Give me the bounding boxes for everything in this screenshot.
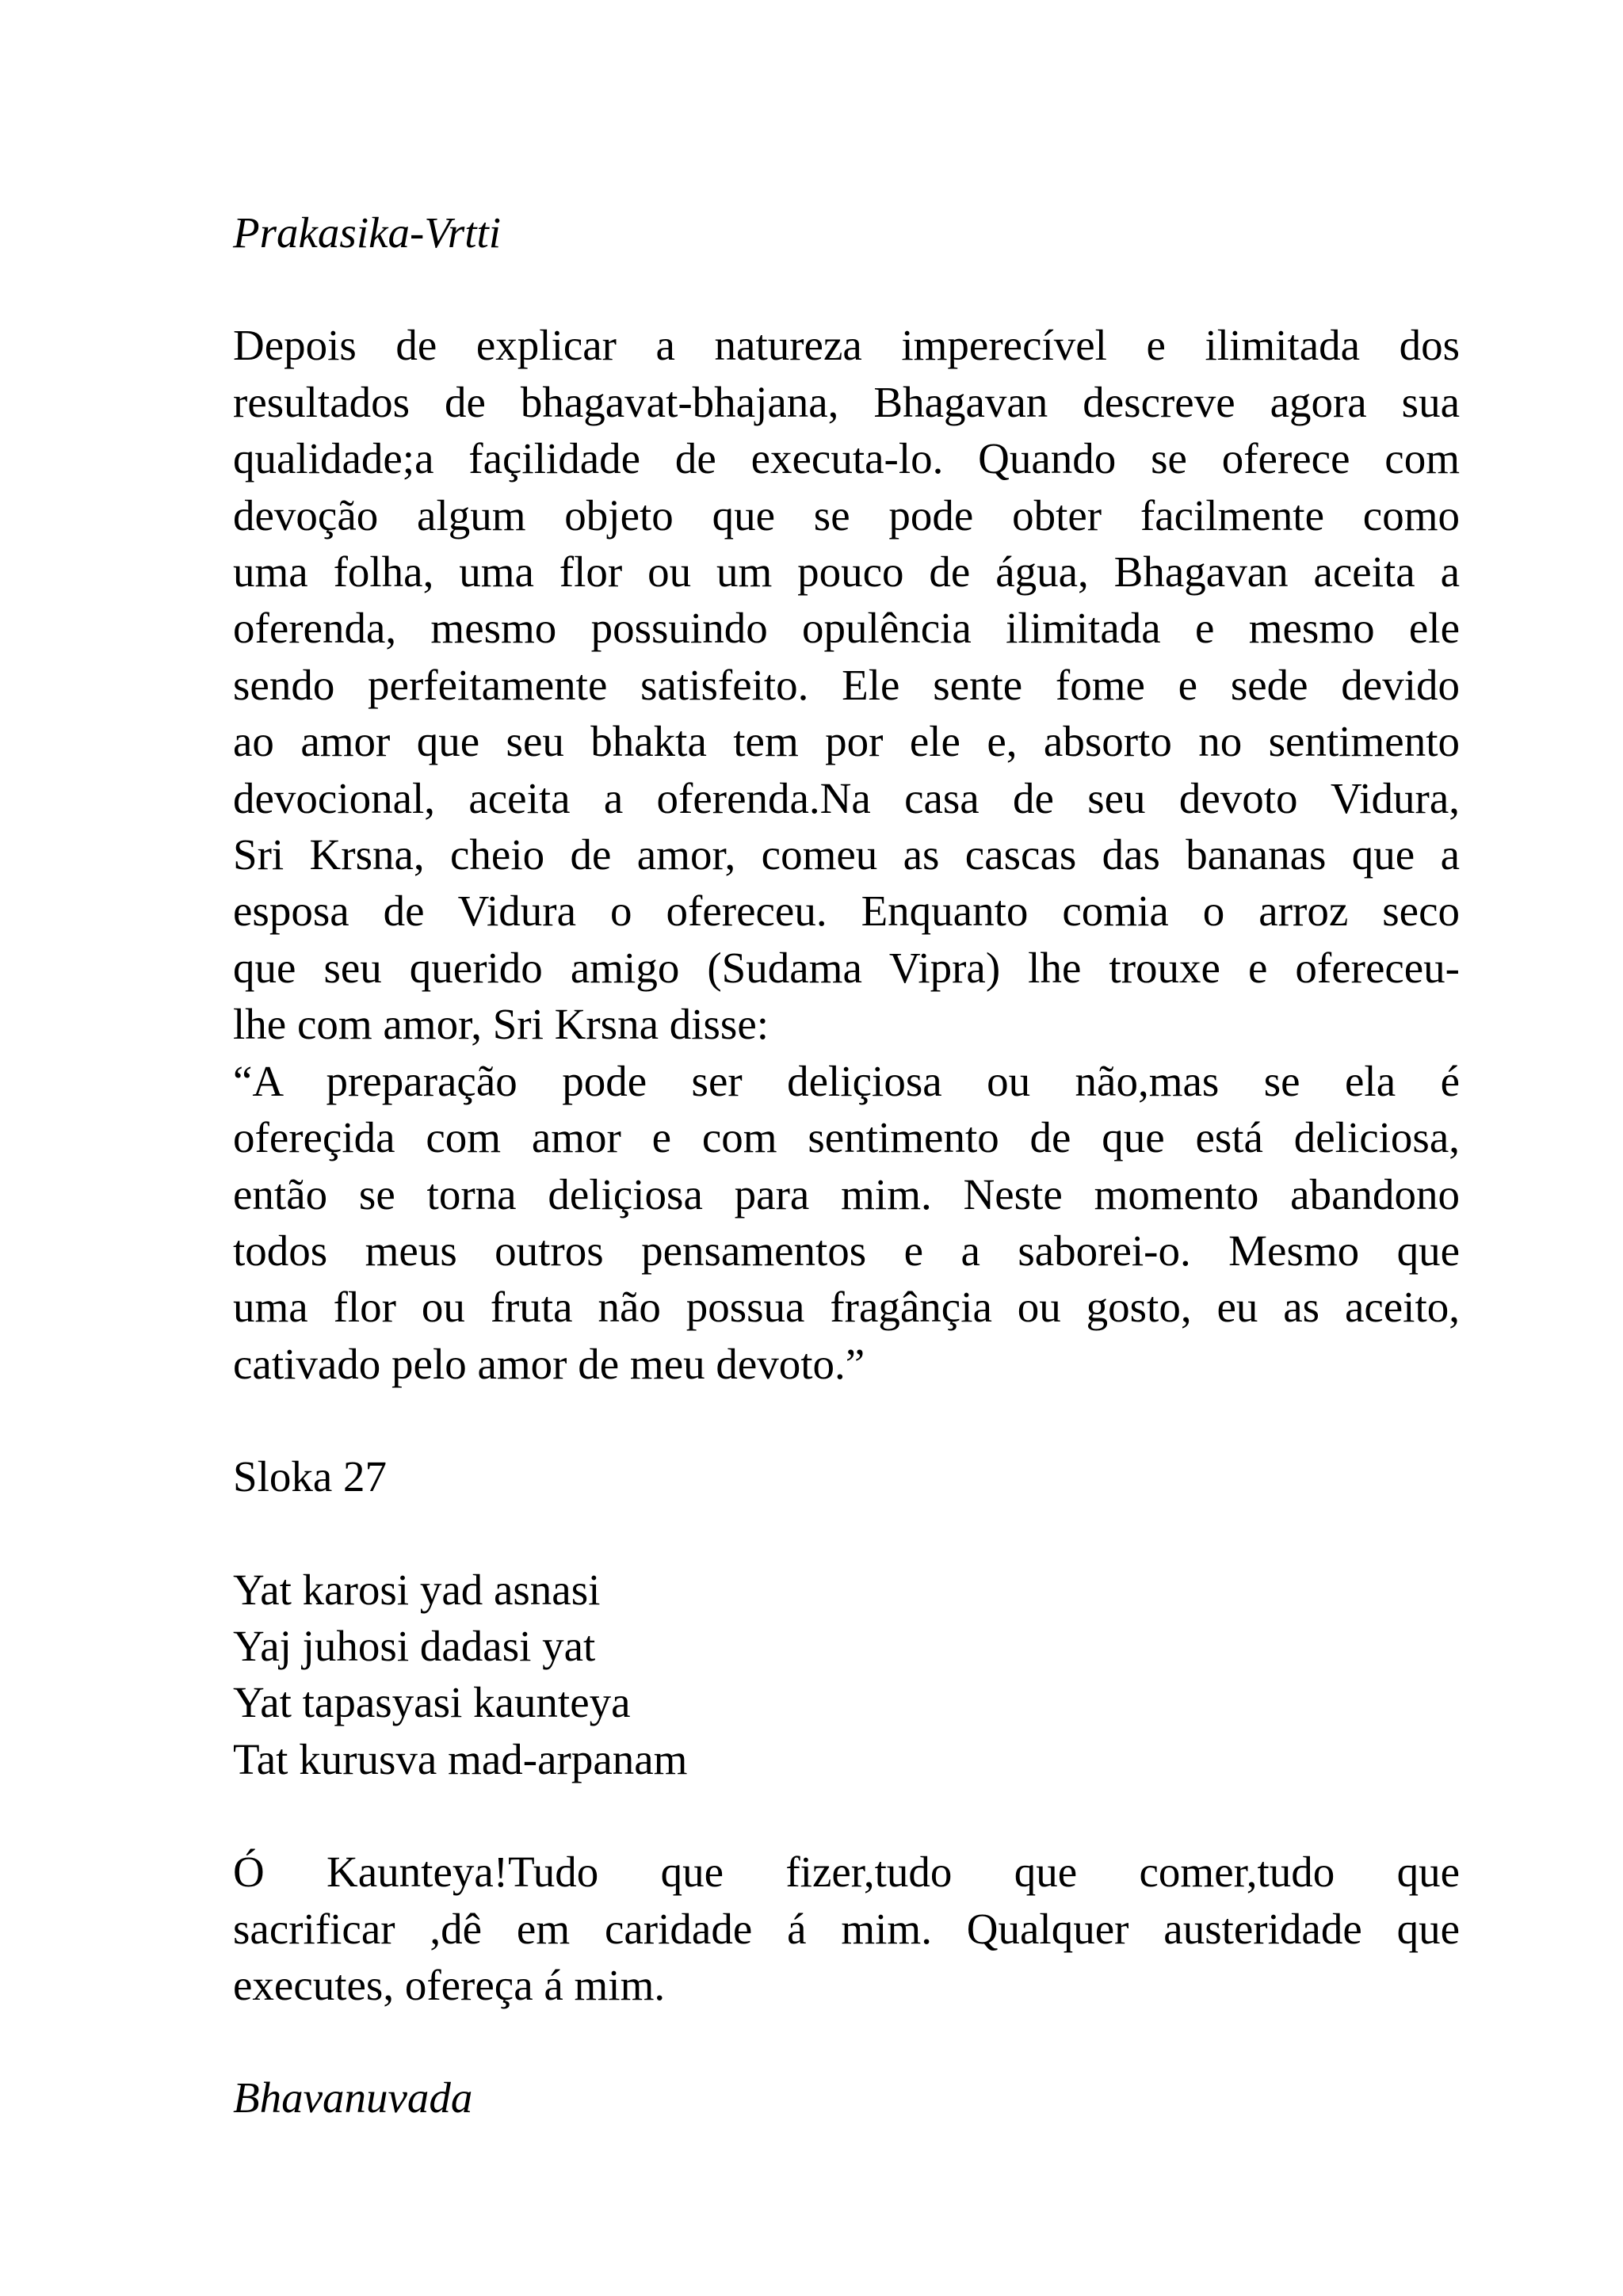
paragraph-line: sacrificar ,dê em caridade á mim. Qualquer austeridade que: [233, 1904, 1460, 1953]
paragraph-line: oferenda, mesmo possuindo opulência ilimitada e mesmo ele: [233, 604, 1460, 653]
paragraph-line: executes, ofereça á mim.: [233, 1960, 666, 2009]
verse-line: Yat tapasyasi kaunteya: [233, 1678, 631, 1727]
verse-line: Yat karosi yad asnasi: [233, 1565, 601, 1614]
paragraph-line: que seu querido amigo (Sudama Vipra) lhe trouxe e ofereceu-: [233, 943, 1460, 992]
section-heading-prakasika-vrtti: Prakasika-Vrtti: [233, 208, 502, 257]
paragraph-line: cativado pelo amor de meu devoto.”: [233, 1339, 865, 1388]
paragraph-line: uma flor ou fruta não possua fragânçia ou gosto, eu as aceito,: [233, 1283, 1460, 1332]
paragraph-line: todos meus outros pensamentos e a saborei-o. Mesmo que: [233, 1226, 1460, 1275]
paragraph-line: lhe com amor, Sri Krsna disse:: [233, 1000, 769, 1049]
paragraph-line: devoção algum objeto que se pode obter facilmente como: [233, 490, 1460, 540]
paragraph-line: ofereçida com amor e com sentimento de que está deliciosa,: [233, 1113, 1460, 1162]
verse-line: Yaj juhosi dadasi yat: [233, 1621, 596, 1670]
paragraph-line: ao amor que seu bhakta tem por ele e, absorto no sentimento: [233, 717, 1460, 766]
paragraph-line: então se torna deliçiosa para mim. Neste momento abandono: [233, 1169, 1460, 1219]
paragraph-line: sendo perfeitamente satisfeito. Ele sente fome e sede devido: [233, 660, 1460, 709]
paragraph-line: qualidade;a façilidade de executa-lo. Quando se oferece com: [233, 434, 1460, 483]
paragraph-line: Ó Kaunteya!Tudo que fizer,tudo que comer,tudo que: [233, 1848, 1460, 1897]
document-page: [233, 204, 1460, 2126]
paragraph-line: Depois de explicar a natureza imperecível e ilimitada dos: [233, 321, 1460, 370]
paragraph-line: Sri Krsna, cheio de amor, comeu as cascas das bananas que a: [233, 830, 1460, 879]
paragraph-line: devocional, aceita a oferenda.Na casa de seu devoto Vidura,: [233, 773, 1460, 822]
section-heading-bhavanuvada: Bhavanuvada: [233, 2073, 473, 2122]
paragraph-line: “A preparação pode ser deliçiosa ou não,mas se ela é: [233, 1056, 1460, 1105]
verse-line: Tat kurusva mad-arpanam: [233, 1734, 688, 1783]
paragraph-line: resultados de bhagavat-bhajana, Bhagavan descreve agora sua: [233, 377, 1460, 426]
sloka-title: Sloka 27: [233, 1452, 388, 1501]
paragraph-line: esposa de Vidura o ofereceu. Enquanto comia o arroz seco: [233, 887, 1460, 936]
commentary-paragraph: [233, 317, 1460, 1392]
verse-block: [233, 1562, 1460, 1788]
paragraph-line: uma folha, uma flor ou um pouco de água, Bhagavan aceita a: [233, 547, 1460, 597]
translation-paragraph: [233, 1844, 1460, 2013]
